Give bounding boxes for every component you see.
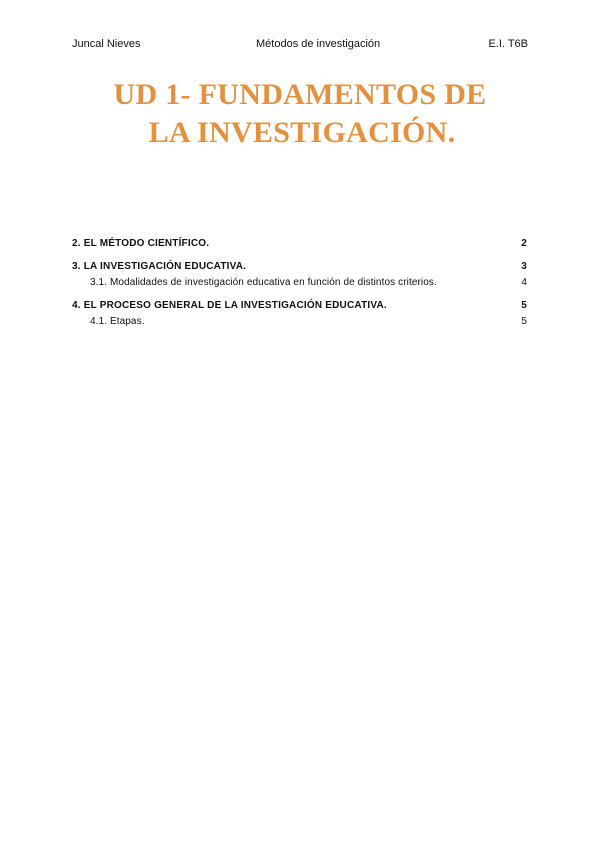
document-title <box>72 76 528 152</box>
title-line-2: LA INVESTIGACIÓN. <box>148 116 456 149</box>
toc-entry-page: 5 <box>521 300 527 311</box>
toc-entry-text: 2. EL MÉTODO CIENTÍFICO. <box>72 238 210 249</box>
toc-entry-text: 3.1. Modalidades de investigación educativa en función de distintos criterios. <box>90 277 437 288</box>
header-author: Juncal Nieves <box>72 38 141 50</box>
toc-entry[interactable] <box>72 298 528 314</box>
toc-entry[interactable] <box>72 259 528 275</box>
toc-subentry[interactable] <box>72 275 528 291</box>
header-class: E.I. T6B <box>488 38 528 50</box>
table-of-contents <box>72 236 528 330</box>
toc-entry-page: 5 <box>521 316 527 327</box>
title-line-1: UD 1- FUNDAMENTOS DE <box>113 78 487 111</box>
toc-entry-page: 2 <box>521 238 527 249</box>
toc-entry-text: 4.1. Etapas. <box>90 316 145 327</box>
toc-entry-page: 4 <box>521 277 527 288</box>
toc-entry-page: 3 <box>521 261 527 272</box>
toc-entry[interactable] <box>72 236 528 252</box>
toc-entry-text: 3. LA INVESTIGACIÓN EDUCATIVA. <box>72 261 247 272</box>
toc-subentry[interactable] <box>72 314 528 330</box>
page-header <box>72 37 528 51</box>
toc-entry-text: 4. EL PROCESO GENERAL DE LA INVESTIGACIÓN EDUCATIVA. <box>72 300 387 311</box>
header-subject: Métodos de investigación <box>256 38 381 50</box>
